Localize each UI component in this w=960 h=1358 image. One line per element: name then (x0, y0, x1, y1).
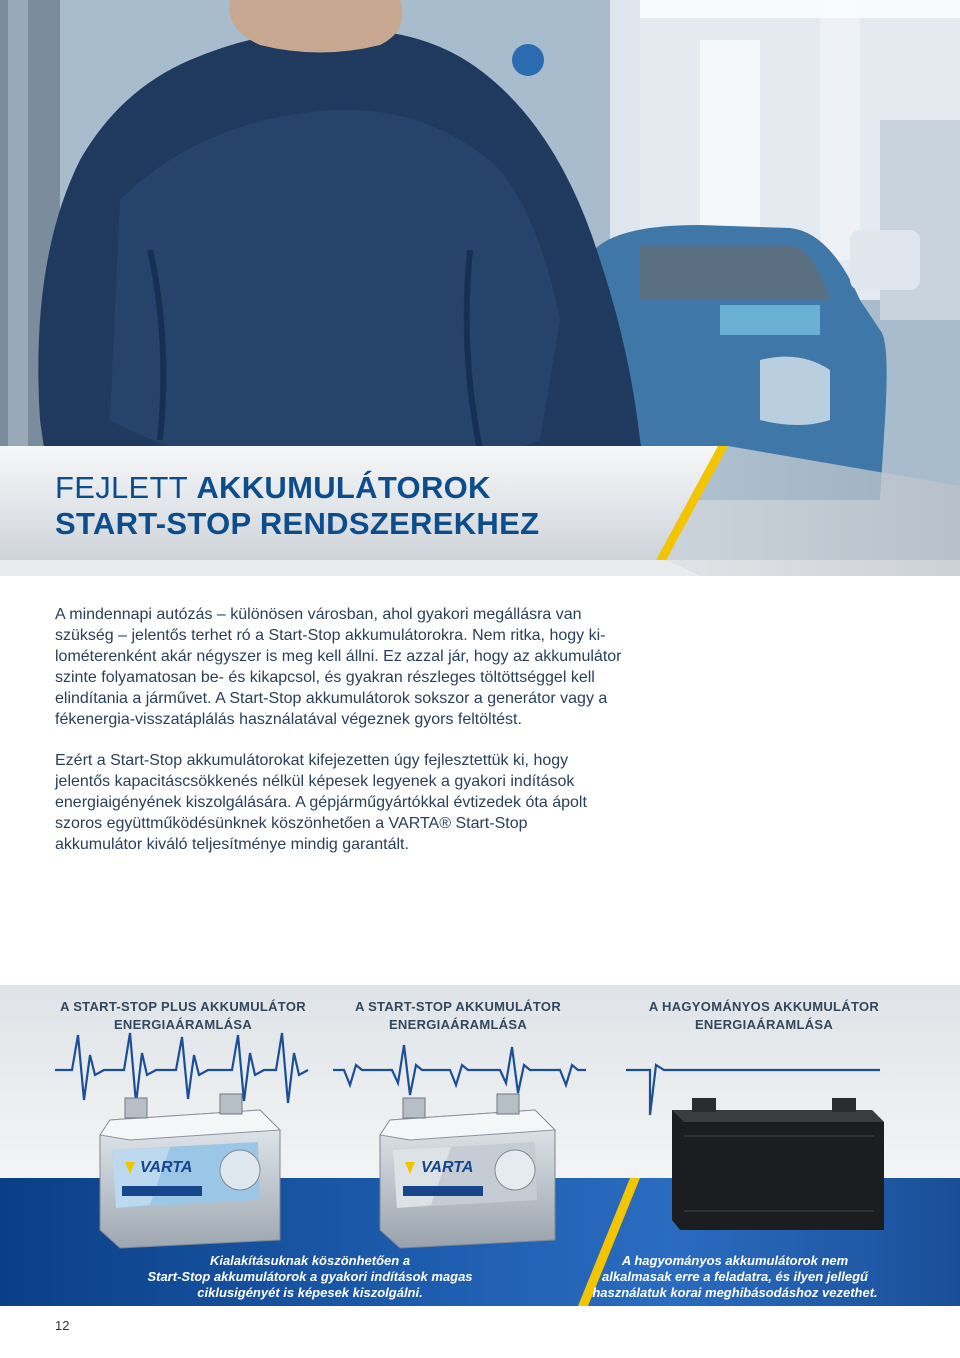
intro-paragraph (55, 604, 695, 730)
text-line: fékenergia-visszatáplálás használatával végeznek gyors feltöltést. (55, 711, 522, 728)
text-line: jelentős kapacitáscsökkenés nélkül képesek legyenek a gyakori indítások (55, 773, 575, 790)
caption-conventional: A hagyományos akkumulátorok nem alkalmasak erre a feladatra, és ilyen jellegű használatuk korai meghibásodáshoz vezethet. (592, 1253, 878, 1300)
text-line: szinte folyamatosan be- és kikapcsol, és gyakran részleges töltöttséggel kell (55, 669, 595, 686)
waveform-start-stop (333, 1045, 586, 1095)
flow-label-start-stop: A START-STOP AKKUMULÁTOR ENERGIAÁRAMLÁSA (354, 999, 562, 1032)
text-line: szükség – jelentős terhet ró a Start-Stop akkumulátorokra. Nem ritka, hogy ki- (55, 627, 606, 644)
battery-start-stop-plus-image (80, 1090, 300, 1250)
text-line: akkumulátor kiváló teljesítménye mindig garantált. (55, 836, 409, 853)
text-line: szoros együttműködésünknek köszönhetően a VARTA® Start-Stop (55, 815, 528, 832)
title-light: FEJLETT (55, 470, 188, 505)
battery-start-stop-image (365, 1090, 575, 1250)
text-line: Ezért a Start-Stop akkumulátorokat kifejezetten úgy fejlesztettük ki, hogy (55, 752, 569, 769)
second-paragraph (55, 750, 695, 855)
page-number: 12 (55, 1318, 70, 1333)
text-line: elindítania a járművet. A Start-Stop akkumulátorok sokszor a generátor vagy a (55, 690, 608, 707)
title-line2: START-STOP RENDSZEREKHEZ (55, 506, 540, 541)
battery-brand-label: VARTA (421, 1159, 474, 1176)
battery-brand-label: VARTA (140, 1159, 193, 1176)
text-line: A mindennapi autózás – különösen városban, ahol gyakori megállásra van (55, 606, 582, 623)
text-line: energiaigényének kiszolgálására. A gépjárműgyártókkal évtizedek óta ápolt (55, 794, 587, 811)
page-title (55, 470, 539, 542)
flow-label-conventional: A HAGYOMÁNYOS AKKUMULÁTOR ENERGIAÁRAMLÁSA (648, 999, 880, 1032)
caption-start-stop: Kialakításuknak köszönhetően a Start-Stop akkumulátorok a gyakori indítások magas ciklusigényét is képesek kiszolgálni. (147, 1253, 473, 1300)
flow-label-start-stop-plus: A START-STOP PLUS AKKUMULÁTOR ENERGIAÁRAMLÁSA (60, 999, 306, 1032)
title-bold: AKKUMULÁTOROK (196, 470, 491, 505)
battery-conventional-image (662, 1090, 892, 1240)
text-line: lométerenként akár négyszer is meg kell állni. Ez azzal jár, hogy az akkumulátor (55, 648, 622, 665)
